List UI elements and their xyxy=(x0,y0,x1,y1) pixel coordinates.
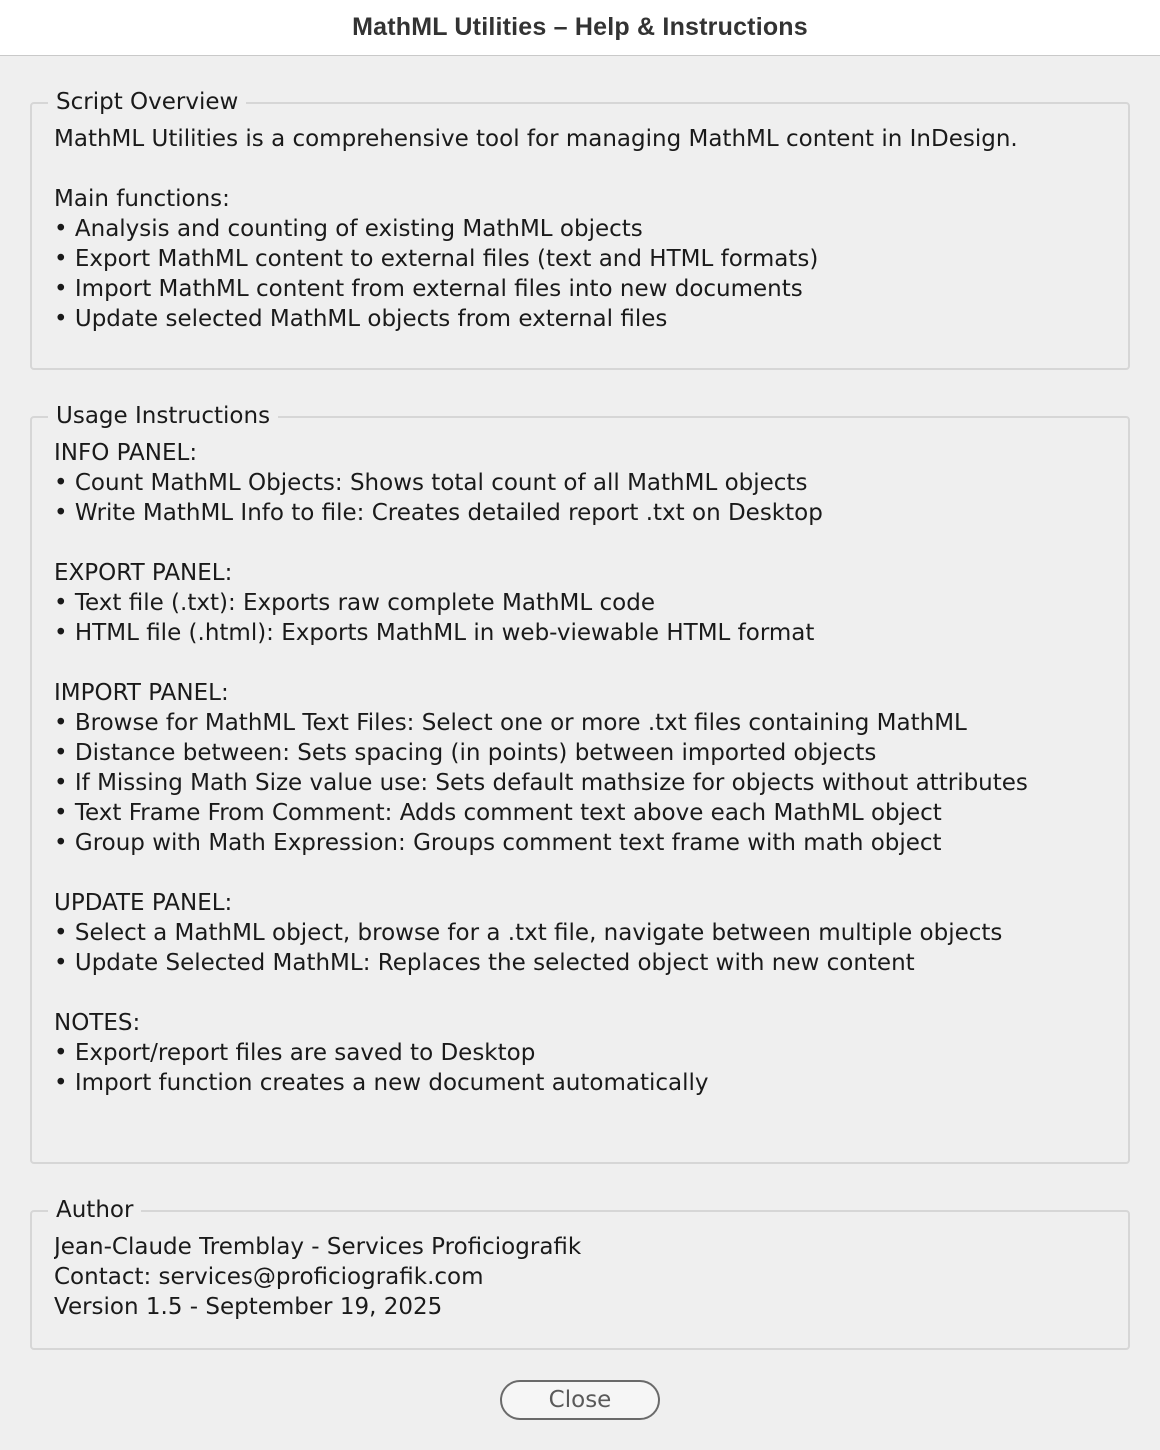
usage-line: • Select a MathML object, browse for a .txt file, navigate between multiple objects xyxy=(54,920,1003,946)
usage-line: • HTML file (.html): Exports MathML in web-viewable HTML format xyxy=(54,620,815,646)
usage-line: • Update Selected MathML: Replaces the selected object with new content xyxy=(54,950,915,976)
overview-spacer xyxy=(54,154,1112,184)
script-overview-panel xyxy=(30,89,1130,370)
overview-line: • Update selected MathML objects from external files xyxy=(54,306,668,332)
overview-line: Main functions: xyxy=(54,186,230,212)
usage-spacer xyxy=(54,648,1112,678)
author-contact: Contact: services@proficiografik.com xyxy=(54,1264,484,1290)
usage-line: • Import function creates a new document automatically xyxy=(54,1070,709,1096)
close-button[interactable]: Close xyxy=(500,1380,660,1420)
overview-line: MathML Utilities is a comprehensive tool for managing MathML content in InDesign. xyxy=(54,126,1018,152)
usage-line: • Text file (.txt): Exports raw complete MathML code xyxy=(54,590,655,616)
usage-line: UPDATE PANEL: xyxy=(54,890,233,916)
usage-line: • Count MathML Objects: Shows total count of all MathML objects xyxy=(54,470,808,496)
author-legend: Author xyxy=(48,1195,141,1225)
usage-line: • Distance between: Sets spacing (in points) between imported objects xyxy=(54,740,877,766)
usage-instructions-legend: Usage Instructions xyxy=(48,401,278,431)
usage-spacer xyxy=(54,978,1112,1008)
usage-spacer xyxy=(54,858,1112,888)
overview-line: • Import MathML content from external files into new documents xyxy=(54,276,803,302)
author-text xyxy=(54,1232,1112,1322)
usage-instructions-text xyxy=(54,438,1112,1098)
usage-line: • Browse for MathML Text Files: Select one or more .txt files containing MathML xyxy=(54,710,967,736)
title-bar xyxy=(0,0,1160,56)
usage-line: EXPORT PANEL: xyxy=(54,560,233,586)
author-name: Jean-Claude Tremblay - Services Proficiografik xyxy=(54,1234,582,1260)
usage-line: • If Missing Math Size value use: Sets default mathsize for objects without attributes xyxy=(54,770,1028,796)
overview-line: • Export MathML content to external files (text and HTML formats) xyxy=(54,246,819,272)
author-version: Version 1.5 - September 19, 2025 xyxy=(54,1294,443,1320)
usage-line: • Export/report files are saved to Desktop xyxy=(54,1040,536,1066)
usage-line: • Group with Math Expression: Groups comment text frame with math object xyxy=(54,830,942,856)
usage-line: • Write MathML Info to file: Creates detailed report .txt on Desktop xyxy=(54,500,823,526)
overview-line: • Analysis and counting of existing MathML objects xyxy=(54,216,643,242)
usage-instructions-panel xyxy=(30,403,1130,1164)
window-title: MathML Utilities – Help & Instructions xyxy=(352,13,808,41)
usage-line: INFO PANEL: xyxy=(54,440,198,466)
usage-line: • Text Frame From Comment: Adds comment text above each MathML object xyxy=(54,800,942,826)
script-overview-text xyxy=(54,124,1112,334)
usage-line: NOTES: xyxy=(54,1010,141,1036)
author-panel xyxy=(30,1197,1130,1350)
usage-line: IMPORT PANEL: xyxy=(54,680,229,706)
usage-spacer xyxy=(54,528,1112,558)
script-overview-legend: Script Overview xyxy=(48,87,246,117)
